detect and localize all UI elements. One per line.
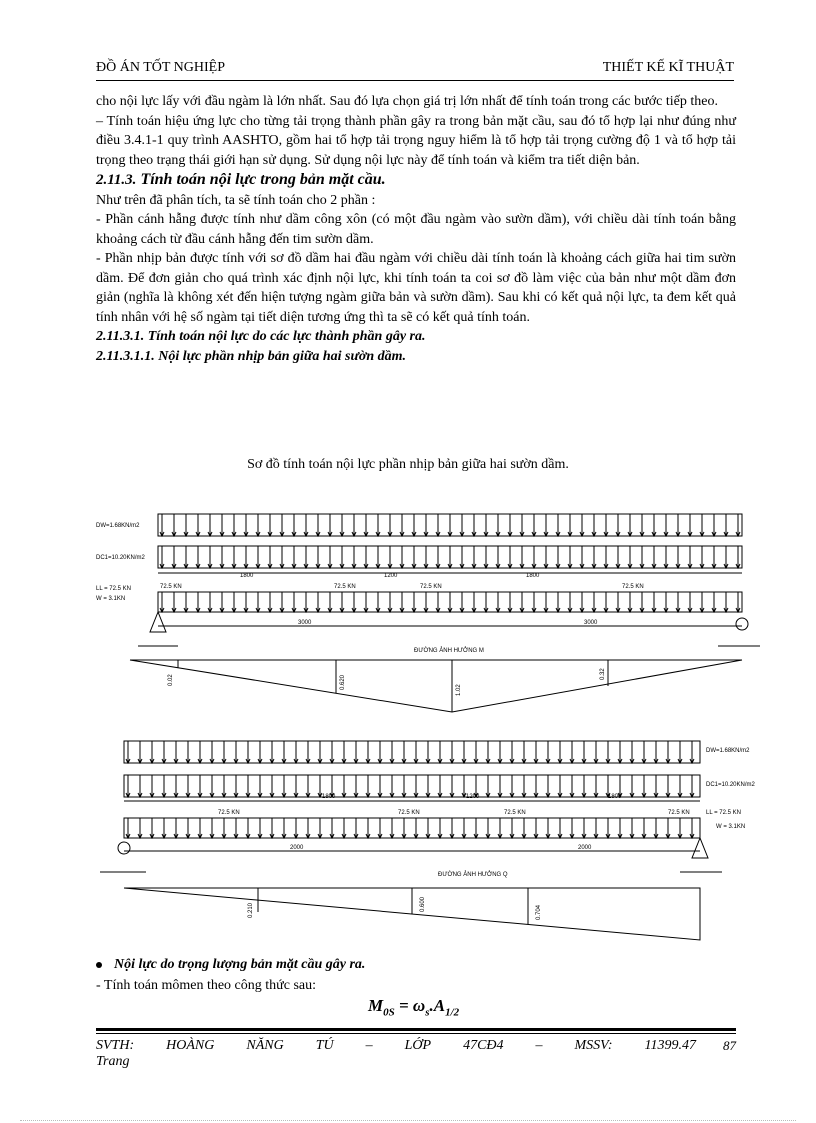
subsection-heading: 2.11.3.1. Tính toán nội lực do các lực thành phần gây ra. — [96, 329, 426, 344]
footer-svth: SVTH: — [96, 1038, 135, 1053]
footer-name: HOÀNG — [166, 1038, 215, 1053]
dw-label: DW=1.68KN/m2 — [96, 523, 140, 529]
span-label: 3000 — [298, 620, 312, 626]
page-number: 87 — [723, 1038, 736, 1053]
paragraph: Như trên đã phân tích, ta sẽ tính toán cho 2 phần : — [96, 192, 376, 208]
formula-intro: - Tính toán mômen theo công thức sau: — [96, 978, 317, 993]
ll-label: LL = 72.5 KN — [706, 810, 741, 816]
point-load-label: 72.5 KN — [420, 584, 442, 590]
influence-title: ĐƯỜNG ẢNH HƯỞNG Q — [438, 872, 508, 878]
span-label: 2000 — [290, 845, 304, 851]
footer-rule-thick — [96, 1028, 736, 1031]
bullet-text: Nội lực do trọng lượng bản mặt cầu gây ra. — [114, 957, 366, 972]
ordinate-label: 0.210 — [248, 902, 254, 918]
diagram-1 — [130, 514, 760, 712]
footer-lop: LỚP — [404, 1038, 432, 1053]
bullet-item — [96, 957, 365, 973]
ordinate-label: 0.02 — [168, 674, 174, 686]
paragraph: – Tính toán hiệu ứng lực cho từng tải trọng thành phần gây ra trong bản mặt cầu, sau đó tổ hợp lại như đúng như điều 3.4.1-1 quy trình AASHTO, gồm hai tổ hợp tải trọng nguy hiểm là tổ hợp tải trọng cường độ 1 và tổ hợp tải trọng theo trạng thái giới hạn sử dụng. Sử dụng nội lực này để tính toán và kiểm tra tiết diện bản. — [96, 113, 736, 168]
formula-lhs-sub: 0S — [383, 1006, 395, 1019]
formula-eq: = ω — [394, 996, 426, 1015]
ordinate-label: 0.32 — [600, 668, 606, 680]
footer-class: 47CĐ4 — [463, 1038, 504, 1053]
influence-title: ĐƯỜNG ẢNH HƯỞNG M — [414, 648, 484, 654]
figure-caption: Sơ đồ tính toán nội lực phần nhịp bản giữa hai sườn dầm. — [247, 457, 569, 472]
point-load-label: 72.5 KN — [398, 810, 420, 816]
section-title: Tính toán nội lực trong bản mặt cầu. — [140, 171, 386, 188]
w-label: W = 3.1KN — [716, 824, 746, 830]
dc-label: DC1=10.20KN/m2 — [96, 555, 145, 561]
support-left — [118, 842, 130, 854]
dw-arrows — [126, 741, 694, 763]
bullet-dot — [96, 962, 102, 968]
footer-name: TÚ — [315, 1038, 334, 1053]
point-load-label: 72.5 KN — [218, 810, 240, 816]
paragraph: cho nội lực lấy với đầu ngàm là lớn nhất. Sau đó lựa chọn giá trị lớn nhất để tính toán trong các bước tiếp theo. — [96, 94, 718, 109]
ll-arrows — [160, 592, 740, 612]
footer-id: 11399.47 — [644, 1038, 696, 1053]
paragraph: - Phần nhịp bản được tính với sơ đồ dầm hai đầu ngàm với chiều dài tính toán là khoảng cách giữa hai tim sườn dầm. Để đơn giản cho quá trình xác định nội lực, khi tính toán ta coi sơ đồ làm việc của bản như một dầm đơn giản (nghĩa là không xét đến hiện tượng ngàm giữa bản và sườn dầm). Sau khi có kết quả nội lực, ta đem kết quả tính nhân với hệ số ngàm tại tiết diện tương ứng thì ta sẽ có kết quả tính toán. — [96, 251, 736, 325]
ll-label: LL = 72.5 KN — [96, 586, 131, 592]
dw-arrows — [160, 514, 740, 536]
dw-label: DW=1.68KN/m2 — [706, 748, 750, 754]
ordinate-label: 0.704 — [536, 904, 542, 920]
page-bottom-dots — [20, 1120, 796, 1121]
footer-dash: – — [535, 1038, 543, 1053]
span-label: 3000 — [584, 620, 598, 626]
footer-name: NĂNG — [246, 1038, 284, 1053]
ordinate-label: 1.02 — [456, 684, 462, 696]
support-left — [150, 612, 166, 632]
diagram-2 — [100, 741, 722, 940]
formula-a: .A — [429, 996, 446, 1015]
support-right — [692, 838, 708, 858]
subsubsection-heading: 2.11.3.1.1. Nội lực phần nhịp bản giữa hai sườn dầm. — [96, 348, 407, 364]
formula-w-sub: s — [425, 1006, 430, 1019]
dim-label: 1800 — [322, 794, 336, 800]
point-load-label: 72.5 KN — [504, 810, 526, 816]
point-load-label: 72.5 KN — [160, 584, 182, 590]
dim-label: 1800 — [240, 573, 254, 579]
support-right — [736, 618, 748, 630]
header-right: THIẾT KẾ KĨ THUẬT — [602, 60, 734, 75]
dc-arrows — [160, 546, 740, 568]
section-number: 2.11.3. — [96, 172, 137, 188]
header-left: ĐỒ ÁN TỐT NGHIỆP — [96, 60, 225, 75]
dim-label: 1800 — [526, 573, 540, 579]
point-load-label: 72.5 KN — [334, 584, 356, 590]
formula-lhs: M — [368, 996, 384, 1015]
dim-label: 1200 — [384, 573, 398, 579]
paragraph: - Phần cánh hẫng được tính như dầm công xôn (có một đầu ngàm vào sườn dầm), với chiều dài tính toán bằng khoảng cách từ đầu cánh hẫng đến tim sườn dầm. — [96, 212, 736, 247]
footer-rule-thin — [96, 1033, 736, 1034]
ordinate-label: 0.600 — [420, 896, 426, 912]
point-load-label: 72.5 KN — [668, 810, 690, 816]
ll-arrows — [126, 818, 694, 838]
influence-line-m — [130, 660, 742, 712]
dim-label: 1800 — [608, 794, 622, 800]
formula — [368, 996, 459, 1018]
span-label: 2000 — [578, 845, 592, 851]
page-footer — [96, 1038, 736, 1070]
diagram-1-labels — [96, 523, 644, 696]
footer-mssv: MSSV: — [574, 1038, 613, 1053]
footer-trang: Trang — [96, 1054, 130, 1069]
w-label: W = 3.1KN — [96, 596, 126, 602]
dc-label: DC1=10.20KN/m2 — [706, 782, 755, 788]
footer-dash: – — [365, 1038, 373, 1053]
dim-label: 1200 — [466, 794, 480, 800]
point-load-label: 72.5 KN — [622, 584, 644, 590]
formula-a-sub: 1/2 — [445, 1006, 460, 1019]
diagram-2-labels — [218, 748, 756, 920]
ordinate-label: 0.620 — [340, 674, 346, 690]
